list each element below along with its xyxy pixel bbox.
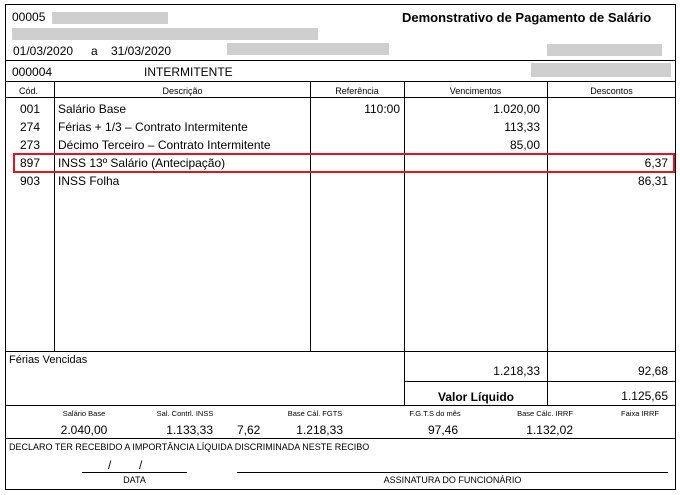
col-divider xyxy=(54,81,55,351)
signature-line xyxy=(237,472,668,473)
divider xyxy=(404,381,676,382)
divider xyxy=(5,97,676,98)
total-vencimentos: 1.218,33 xyxy=(493,364,540,378)
row-cod: 273 xyxy=(20,138,41,152)
col-header-referencia: Referência xyxy=(335,86,379,96)
employee-role: INTERMITENTE xyxy=(144,65,233,79)
col-header-vencimentos: Vencimentos xyxy=(449,86,502,96)
salario-base-value: 2.040,00 xyxy=(60,423,108,437)
fgts-mes-label: F.G.T.S do mês xyxy=(409,409,461,418)
divider xyxy=(5,438,676,439)
divider xyxy=(5,405,676,406)
period-start: 01/03/2020 xyxy=(13,44,74,58)
row-descricao: Férias + 1/3 – Contrato Intermitente xyxy=(58,120,248,134)
row-vencimentos: 113,33 xyxy=(504,120,540,134)
date-slash: / xyxy=(139,458,143,472)
divider xyxy=(5,60,676,61)
redacted-header-right xyxy=(547,44,662,56)
base-fgts-label: Base Cál. FGTS xyxy=(287,409,343,418)
redacted-company-address xyxy=(12,28,318,40)
redacted-company-name xyxy=(52,12,168,24)
row-vencimentos: 1.020,00 xyxy=(493,102,540,116)
highlight-box xyxy=(13,153,675,173)
col-header-descricao: Descrição xyxy=(162,86,203,96)
valor-liquido-label: Valor Líquido xyxy=(437,390,514,404)
sal-contrib-value: 1.133,33 xyxy=(166,423,213,437)
ferias-vencidas-label: Férias Vencidas xyxy=(9,354,88,366)
row-referencia: 110:00 xyxy=(364,102,400,116)
row-cod: 897 xyxy=(20,156,41,170)
date-label: DATA xyxy=(123,475,146,485)
salario-base-label: Salário Base xyxy=(62,409,106,418)
base-fgts-value: 1.218,33 xyxy=(296,423,343,437)
employee-code: 000004 xyxy=(12,65,53,79)
company-code: 00005 xyxy=(12,10,46,24)
document-title: Demonstrativo de Pagamento de Salário xyxy=(402,10,652,25)
row-descricao: INSS Folha xyxy=(58,174,120,188)
valor-liquido-value: 1.125,65 xyxy=(621,389,668,403)
row-descontos: 6,37 xyxy=(644,156,668,170)
date-slash: / xyxy=(108,458,112,472)
signature-label: ASSINATURA DO FUNCIONÁRIO xyxy=(383,475,522,485)
total-descontos: 92,68 xyxy=(637,364,668,378)
row-cod: 274 xyxy=(20,120,41,134)
fgts-mes-value: 97,46 xyxy=(427,423,458,437)
redacted-employee-info xyxy=(531,63,671,77)
declaration-text: DECLARO TER RECEBIDO A IMPORTÂNCIA LÍQUIDA DISCRIMINADA NESTE RECIBO xyxy=(9,442,370,452)
row-descricao: Décimo Terceiro – Contrato Intermitente xyxy=(58,138,271,152)
row-vencimentos: 85,00 xyxy=(509,138,540,152)
sal-contrib-label: Sal. Contrl. INSS xyxy=(156,409,214,418)
divider xyxy=(5,81,676,82)
row-cod: 001 xyxy=(20,102,41,116)
row-descricao: Salário Base xyxy=(58,102,127,116)
divider xyxy=(5,351,676,352)
row-cod: 903 xyxy=(20,174,41,188)
period-end: 31/03/2020 xyxy=(111,44,172,58)
base-irrf-value: 1.132,02 xyxy=(526,423,573,437)
date-line xyxy=(82,472,187,473)
col-header-descontos: Descontos xyxy=(590,86,633,96)
redacted-cnpj xyxy=(227,43,389,55)
faixa-irrf-label: Faixa IRRF xyxy=(621,409,659,418)
aliquota-value: 7,62 xyxy=(237,423,261,437)
col-header-cod: Cód. xyxy=(19,86,39,96)
row-descontos: 86,31 xyxy=(637,174,668,188)
col-divider xyxy=(547,81,548,405)
base-irrf-label: Base Cálc. IRRF xyxy=(517,409,573,418)
col-divider xyxy=(310,81,311,351)
period-separator: a xyxy=(91,44,98,58)
row-descricao: INSS 13º Salário (Antecipação) xyxy=(58,156,226,170)
